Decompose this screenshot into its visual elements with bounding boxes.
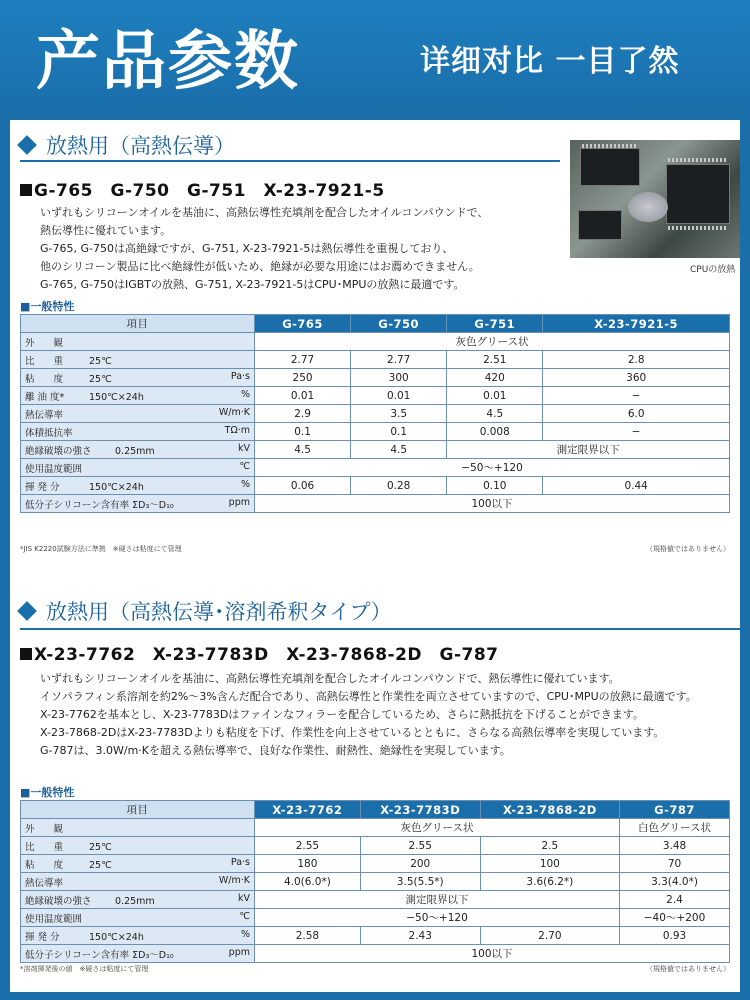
section1-description	[40, 204, 488, 294]
section1-note-right: （規格値ではありません）	[646, 545, 730, 553]
cell: 2.51	[447, 351, 543, 369]
row-label: 低分子シリコーン含有率 ΣD₃〜D₁₀ ppm	[21, 495, 255, 513]
cell: 白色グリース状	[620, 819, 730, 837]
banner-title: 产品参数	[36, 25, 300, 99]
table-row	[21, 819, 730, 837]
desc-line: 熱伝導性に優れています。	[40, 224, 172, 237]
cell: 2.5	[480, 837, 619, 855]
row-label: 低分子シリコーン含有率 ΣD₃〜D₁₀ ppm	[21, 945, 255, 963]
cell: 0.008	[447, 423, 543, 441]
desc-line: X-23-7868-2DはX-23-7783Dよりも粘度を下げ、作業性を向上させているとともに、さらなる高熱伝導率を実現しています。	[40, 726, 665, 739]
cell: 3.3(4.0*)	[620, 873, 730, 891]
row-label: 離 油 度* 150℃×24h %	[21, 387, 255, 405]
section2-description	[40, 670, 697, 760]
column-header: G-765	[255, 315, 351, 333]
cell: 0.44	[543, 477, 730, 495]
section2-products: X-23-7762 X-23-7783D X-23-7868-2D G-787	[20, 640, 499, 665]
table-row	[21, 369, 730, 387]
section1-rule	[20, 160, 560, 162]
table-row	[21, 333, 730, 351]
cell: 3.5(5.5*)	[360, 873, 480, 891]
desc-line: イソパラフィン系溶剤を約2%〜3%含んだ配合であり、高熱伝導性と作業性を両立させていますので、CPU･MPUの放熱に最適です。	[40, 690, 697, 703]
cell: 100以下	[255, 945, 730, 963]
row-label: 比 重 25℃	[21, 837, 255, 855]
cell: 3.48	[620, 837, 730, 855]
banner-subtitle: 详细对比 一目了然	[420, 44, 680, 79]
table-header-row	[21, 315, 730, 333]
square-bullet-icon	[20, 184, 32, 196]
item-header: 項目	[21, 801, 255, 819]
cell: 300	[351, 369, 447, 387]
section2-title: 放熱用（高熱伝導･溶剤希釈タイプ）	[46, 600, 392, 624]
row-label: 体積抵抗率 TΩ·m	[21, 423, 255, 441]
cell: 360	[543, 369, 730, 387]
cell: 3.6(6.2*)	[480, 873, 619, 891]
cell: 4.5	[255, 441, 351, 459]
cell: 2.43	[360, 927, 480, 945]
desc-line: いずれもシリコーンオイルを基油に、高熱伝導性充填剤を配合したオイルコンパウンドで、熱伝導性に優れています。	[40, 672, 620, 685]
cell: 0.93	[620, 927, 730, 945]
table-row	[21, 441, 730, 459]
row-label: 熱伝導率 W/m·K	[21, 873, 255, 891]
cell: 100	[480, 855, 619, 873]
cell: 0.28	[351, 477, 447, 495]
row-label: 外 観	[21, 819, 255, 837]
cell: 200	[360, 855, 480, 873]
cell: 3.5	[351, 405, 447, 423]
cell: 4.0(6.0*)	[255, 873, 361, 891]
cell: 測定限界以下	[255, 891, 620, 909]
cell: 2.8	[543, 351, 730, 369]
table-row	[21, 945, 730, 963]
row-label: 揮 発 分 150℃×24h %	[21, 477, 255, 495]
section1-products: G-765 G-750 G-751 X-23-7921-5	[20, 176, 385, 201]
cell: 6.0	[543, 405, 730, 423]
cell: 灰色グリース状	[255, 819, 620, 837]
section2-note-left: *溶剤揮発後の値 ※硬さは粘度にて管理	[20, 965, 149, 973]
desc-line: G-765, G-750はIGBTの放熱、G-751, X-23-7921-5はCPU･MPUの放熱に最適です。	[40, 278, 465, 291]
desc-line: いずれもシリコーンオイルを基油に、高熱伝導性充填剤を配合したオイルコンパウンドで、	[40, 206, 489, 219]
row-label: 絶縁破壊の強さ 0.25mm kV	[21, 891, 255, 909]
row-label: 揮 発 分 150℃×24h %	[21, 927, 255, 945]
cell: 2.70	[480, 927, 619, 945]
cell: 灰色グリース状	[255, 333, 730, 351]
section2-spec-table	[20, 800, 730, 963]
table-row	[21, 351, 730, 369]
column-header: G-751	[447, 315, 543, 333]
row-label: 粘 度 25℃ Pa·s	[21, 369, 255, 387]
cell: 0.10	[447, 477, 543, 495]
cell: 2.4	[620, 891, 730, 909]
cell: 180	[255, 855, 361, 873]
cell: 2.58	[255, 927, 361, 945]
section1-panel	[10, 120, 740, 580]
column-header: X-23-7868-2D	[480, 801, 619, 819]
cell: −	[543, 387, 730, 405]
square-bullet-icon	[20, 648, 32, 660]
cell: 2.9	[255, 405, 351, 423]
cell: 測定限界以下	[447, 441, 730, 459]
section2-rule	[20, 628, 740, 630]
section2-frame	[0, 576, 750, 1000]
cell: 2.55	[360, 837, 480, 855]
row-label: 外 観	[21, 333, 255, 351]
table-row	[21, 909, 730, 927]
cell: 2.77	[351, 351, 447, 369]
row-label: 熱伝導率 W/m·K	[21, 405, 255, 423]
table-row	[21, 855, 730, 873]
table-row	[21, 873, 730, 891]
cell: 0.01	[351, 387, 447, 405]
section1-note-left: *JIS K2220試験方法に準拠 ※硬さは粘度にて管理	[20, 545, 182, 553]
cell: 4.5	[351, 441, 447, 459]
section2-note-right: （規格値ではありません）	[646, 965, 730, 973]
cell: 2.77	[255, 351, 351, 369]
table-row	[21, 837, 730, 855]
cell: 0.1	[255, 423, 351, 441]
column-header: X-23-7921-5	[543, 315, 730, 333]
cell: 420	[447, 369, 543, 387]
table-row	[21, 927, 730, 945]
cell: −50〜+120	[255, 459, 730, 477]
desc-line: 他のシリコーン製品に比べ絶縁性が低いため、絶縁が必要な用途にはお薦めできません。	[40, 260, 480, 273]
section1-heading	[20, 130, 235, 160]
cell: −	[543, 423, 730, 441]
table-row	[21, 423, 730, 441]
section1-title: 放熱用（高熱伝導）	[46, 134, 235, 158]
cell: 0.06	[255, 477, 351, 495]
table-row	[21, 891, 730, 909]
table-row	[21, 387, 730, 405]
cell: 4.5	[447, 405, 543, 423]
table-header-row	[21, 801, 730, 819]
item-header: 項目	[21, 315, 255, 333]
diamond-icon	[17, 135, 37, 155]
section2-panel	[10, 576, 740, 992]
desc-line: G-765, G-750は高絶縁ですが、G-751, X-23-7921-5は熱伝導性を重視しており、	[40, 242, 454, 255]
cell: 250	[255, 369, 351, 387]
section1-spec-table	[20, 314, 730, 513]
row-label: 粘 度 25℃ Pa·s	[21, 855, 255, 873]
desc-line: X-23-7762を基本とし、X-23-7783Dはファインなフィラーを配合しているため、さらに熱抵抗を下げることができます。	[40, 708, 644, 721]
desc-line: G-787は、3.0W/m·Kを超える熱伝導率で、良好な作業性、耐熱性、絶縁性を実現しています。	[40, 744, 511, 757]
table-row	[21, 459, 730, 477]
row-label: 使用温度範囲 ℃	[21, 909, 255, 927]
column-header: X-23-7762	[255, 801, 361, 819]
row-label: 使用温度範囲 ℃	[21, 459, 255, 477]
row-label: 比 重 25℃	[21, 351, 255, 369]
cell: 0.1	[351, 423, 447, 441]
table-row	[21, 495, 730, 513]
table-row	[21, 405, 730, 423]
cell: 100以下	[255, 495, 730, 513]
column-header: G-787	[620, 801, 730, 819]
cell: −40〜+200	[620, 909, 730, 927]
section1-subheading: ■一般特性	[20, 300, 75, 313]
section1-frame	[0, 108, 750, 588]
diamond-icon	[17, 601, 37, 621]
table-row	[21, 477, 730, 495]
cell: 70	[620, 855, 730, 873]
banner	[0, 0, 750, 108]
cell: 0.01	[447, 387, 543, 405]
section2-subheading: ■一般特性	[20, 786, 75, 799]
cell: 0.01	[255, 387, 351, 405]
cell: 2.55	[255, 837, 361, 855]
cell: −50〜+120	[255, 909, 620, 927]
cpu-photo	[570, 140, 740, 258]
section2-heading	[20, 596, 392, 626]
column-header: G-750	[351, 315, 447, 333]
column-header: X-23-7783D	[360, 801, 480, 819]
row-label: 絶縁破壊の強さ 0.25mm kV	[21, 441, 255, 459]
photo-caption: CPUの放熱	[690, 265, 736, 275]
